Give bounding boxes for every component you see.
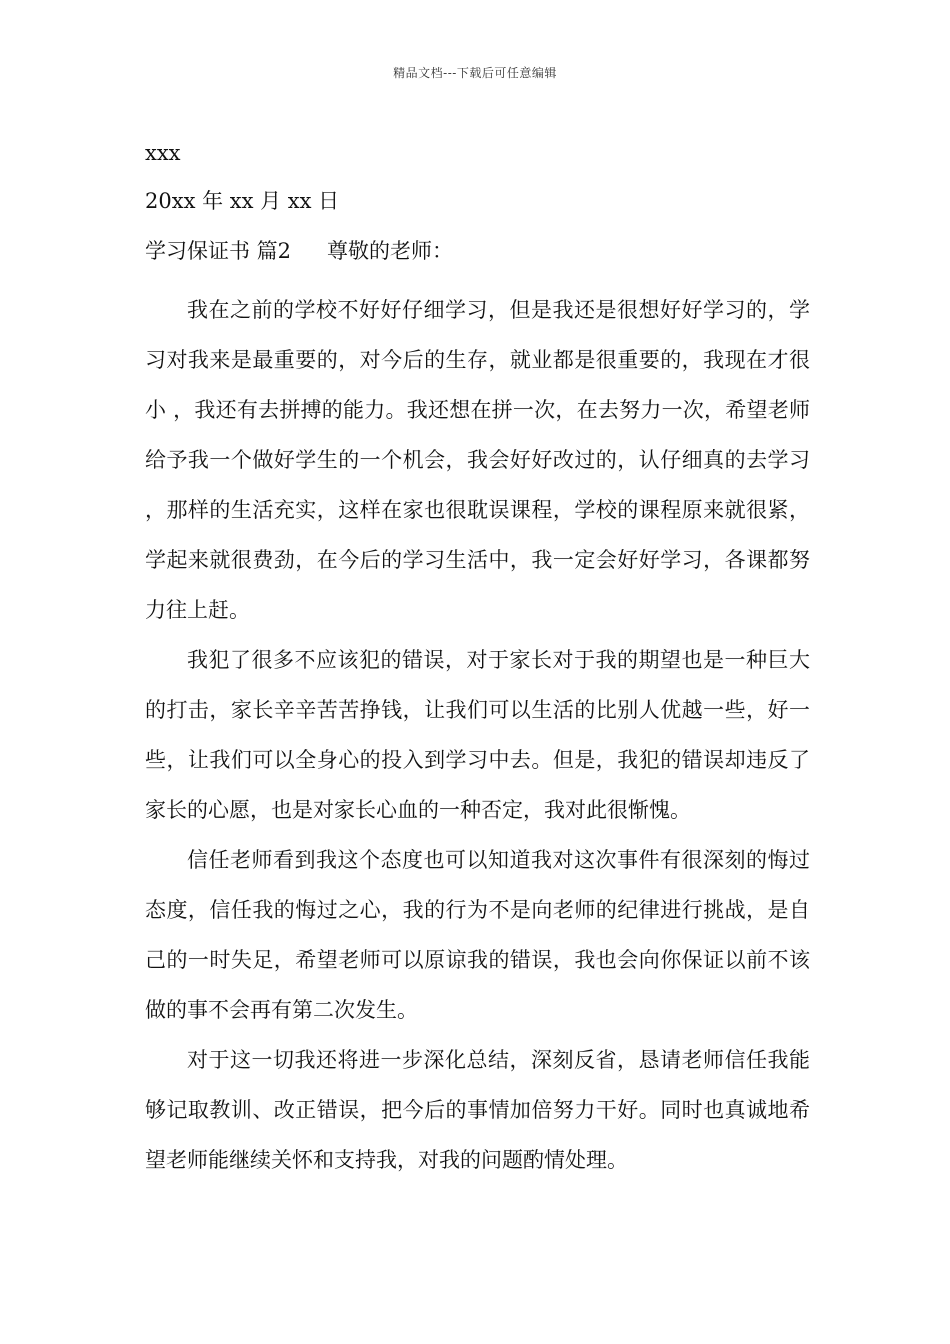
section-title: 学习保证书 篇2 — [145, 239, 292, 263]
letter-body — [145, 285, 810, 1185]
paragraph: 我在之前的学校不好好仔细学习，但是我还是很想好好学习的，学习对我来是最重要的，对今后的生存，就业都是很重要的，我现在才很小 ，我还有去拼搏的能力。我还想在拼一次，在去努力一次，希望老师给予我一个做好学生的一个机会，我会好好改过的，认仔细真的去学习 ，那样的生活充实，这样在家也很耽误课程，学校的课程原来就很紧，学起来就很费劲，在今后的学习生活中，我一定会好好学习，各课都努力往上赶。 — [145, 298, 810, 622]
page-header: 精品文档---下载后可任意编辑 — [393, 66, 557, 80]
paragraph: 信任老师看到我这个态度也可以知道我对这次事件有很深刻的悔过态度，信任我的悔过之心，我的行为不是向老师的纪律进行挑战，是自己的一时失足，希望老师可以原谅我的错误，我也会向你保证以前不该做的事不会再有第二次发生。 — [145, 848, 810, 1022]
paragraph: 我犯了很多不应该犯的错误，对于家长对于我的期望也是一种巨大的打击，家长辛辛苦苦挣钱，让我们可以生活的比别人优越一些，好一些，让我们可以全身心的投入到学习中去。但是，我犯的错误却违反了家长的心愿，也是对家长心血的一种否定，我对此很惭愧。 — [145, 648, 810, 822]
title-line — [145, 237, 453, 265]
date: 20xx 年 xx 月 xx 日 — [145, 189, 340, 213]
signature: xxx — [145, 141, 181, 165]
salutation: 尊敬的老师： — [327, 239, 454, 263]
paragraph: 对于这一切我还将进一步深化总结，深刻反省，恳请老师信任我能够记取教训、改正错误，把今后的事情加倍努力干好。同时也真诚地希望老师能继续关怀和支持我，对我的问题酌情处理。 — [145, 1048, 810, 1172]
